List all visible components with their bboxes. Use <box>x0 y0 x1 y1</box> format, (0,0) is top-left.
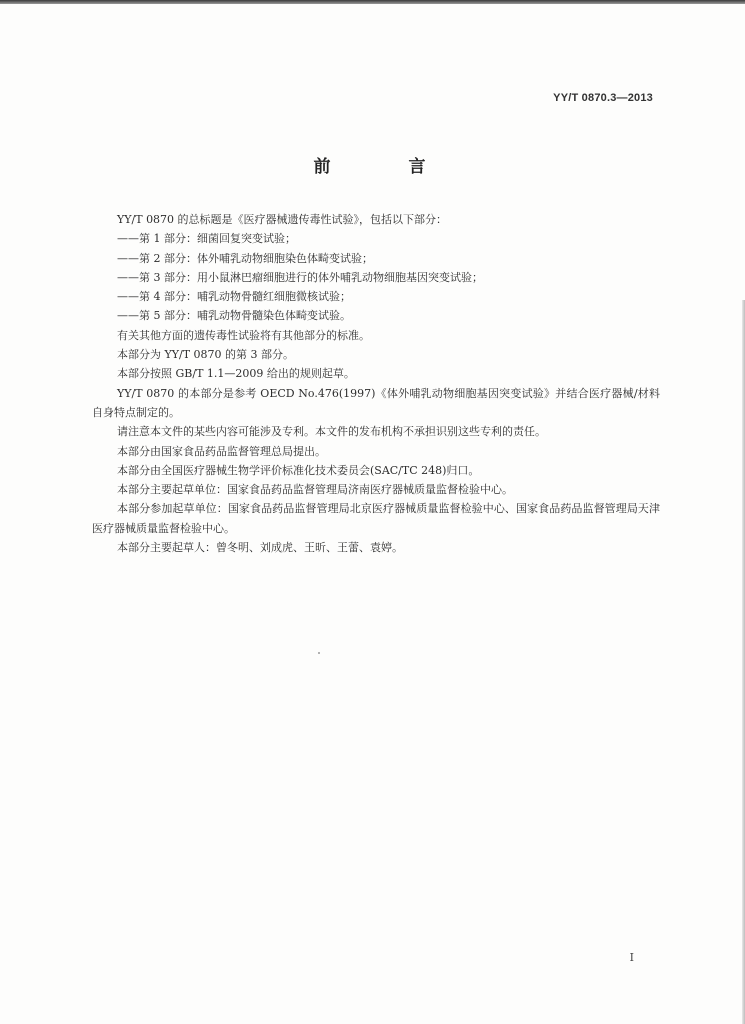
body-paragraph: 本部分按照 GB/T 1.1—2009 给出的规则起草。 <box>117 367 355 381</box>
body-paragraph: 本部分由全国医疗器械生物学评价标准化技术委员会(SAC/TC 248)归口。 <box>117 463 480 477</box>
body-paragraph: 有关其他方面的遗传毒性试验将有其他部分的标准。 <box>117 328 370 342</box>
scan-top-edge <box>0 0 745 4</box>
intro-paragraph: YY/T 0870 的总标题是《医疗器械遗传毒性试验》，包括以下部分： <box>117 213 448 226</box>
body-paragraph: YY/T 0870 的本部分是参考 OECD No.476(1997)《体外哺乳动物细胞基因突变试验》并结合医疗器械/材料自身特点制定的。 <box>92 386 660 419</box>
part-list-item: ——第 5 部分：哺乳动物骨髓染色体畸变试验。 <box>117 309 351 323</box>
body-paragraph: 本部分主要起草人：曾冬明、刘成虎、王昕、王蕾、袁婷。 <box>117 541 403 555</box>
part-list-item: ——第 2 部分：体外哺乳动物细胞染色体畸变试验； <box>117 251 373 265</box>
body-paragraph: 请注意本文件的某些内容可能涉及专利。本文件的发布机构不承担识别这些专利的责任。 <box>117 425 546 439</box>
body-paragraph: 本部分由国家食品药品监督管理总局提出。 <box>117 444 326 458</box>
foreword-body <box>92 210 660 557</box>
standard-code: YY/T 0870.3—2013 <box>553 92 653 104</box>
part-list-item: ——第 3 部分：用小鼠淋巴瘤细胞进行的体外哺乳动物细胞基因突变试验； <box>117 270 483 284</box>
scan-speck <box>318 652 320 654</box>
page-number: I <box>629 951 634 964</box>
body-paragraph: 本部分主要起草单位：国家食品药品监督管理局济南医疗器械质量监督检验中心。 <box>117 483 513 497</box>
body-paragraph: 本部分为 YY/T 0870 的第 3 部分。 <box>117 348 295 362</box>
body-paragraph: 本部分参加起草单位：国家食品药品监督管理局北京医疗器械质量监督检验中心、国家食品药品监督管理局天津医疗器械质量监督检验中心。 <box>92 502 660 535</box>
page-title: 前 言 <box>313 157 462 177</box>
part-list-item: ——第 1 部分：细菌回复突变试验； <box>117 232 296 246</box>
part-list-item: ——第 4 部分：哺乳动物骨髓红细胞微核试验； <box>117 290 351 304</box>
